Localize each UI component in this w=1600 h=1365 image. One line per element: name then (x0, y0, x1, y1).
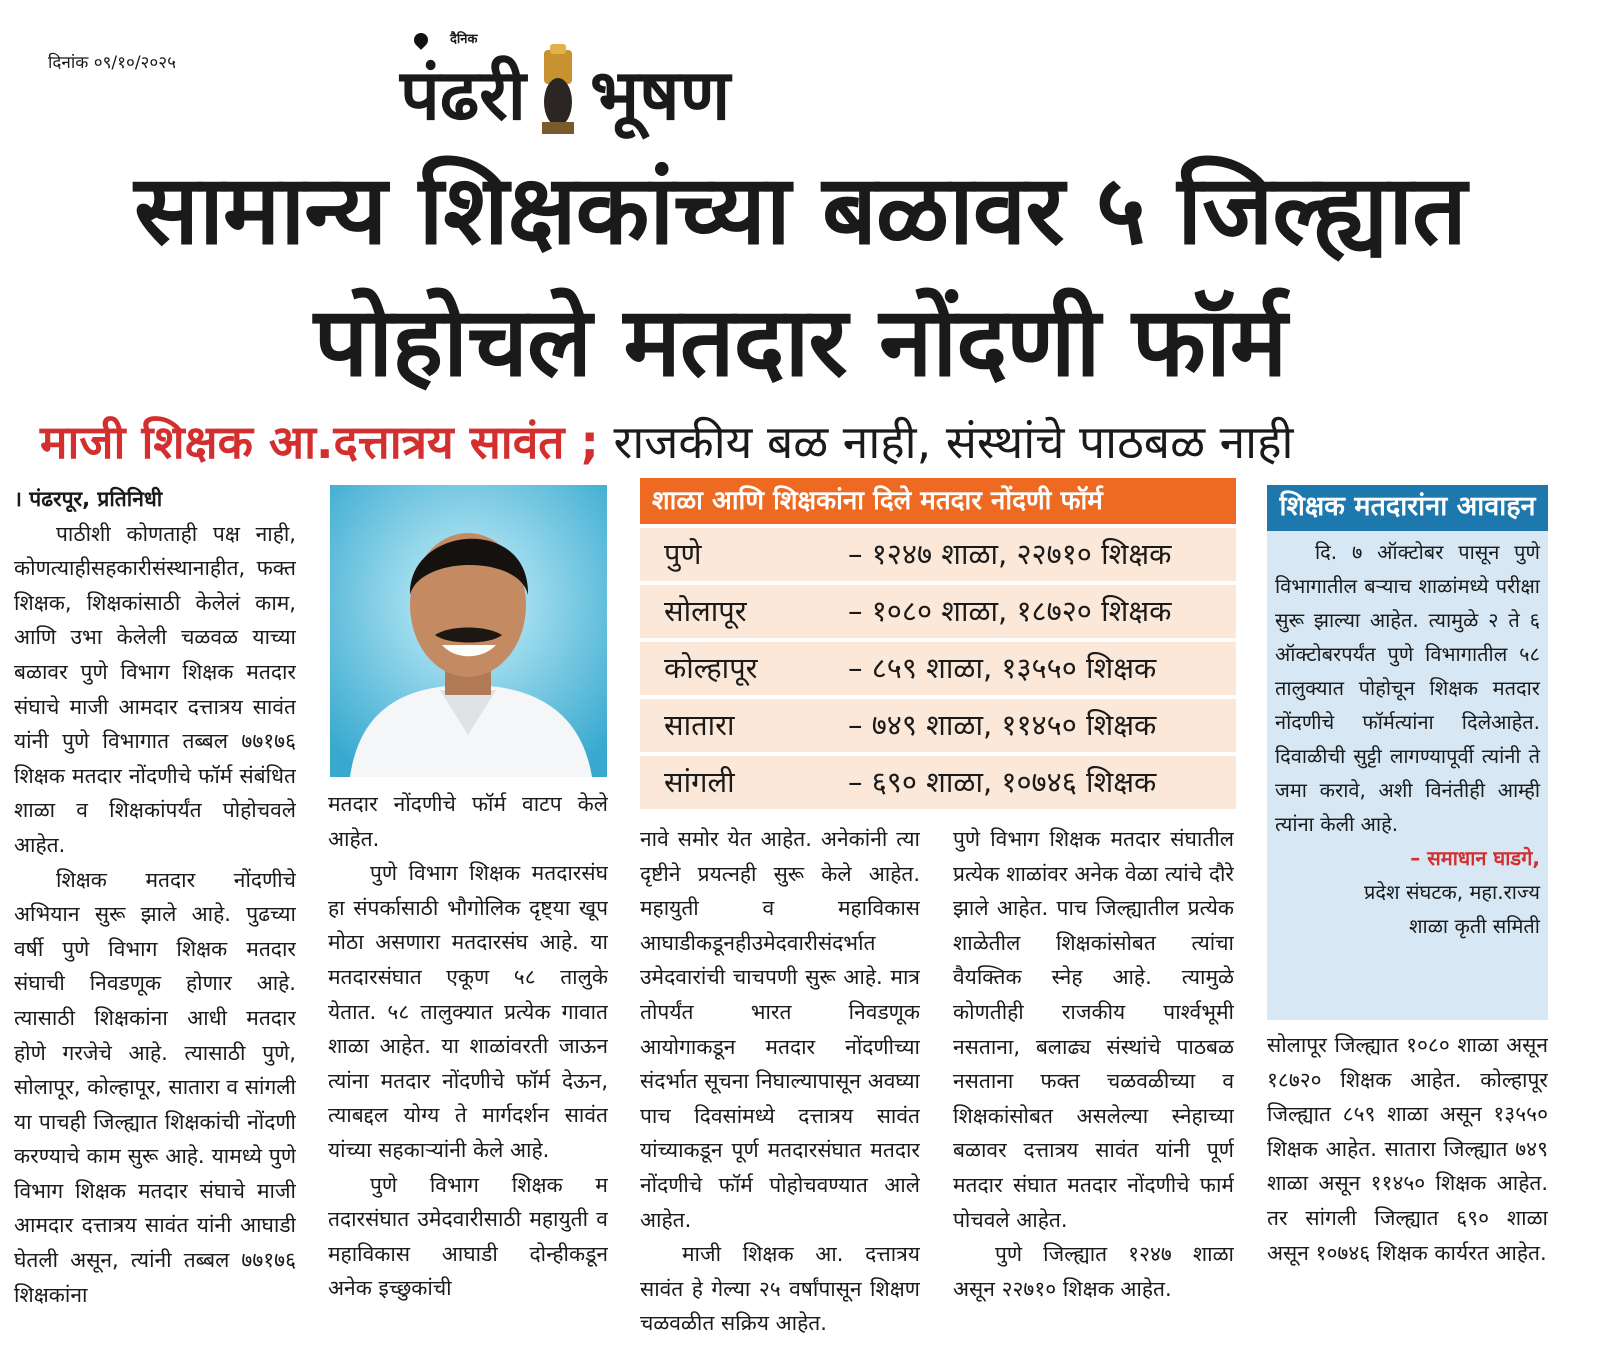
district-value: – ६९० शाळा, १०७४६ शिक्षक (848, 765, 1157, 799)
district-value: – १०८० शाळा, १८७२० शिक्षक (848, 594, 1172, 628)
paragraph: पुणे जिल्ह्यात १२४७ शाळा असून २२७१० शिक्षक आहेत. (953, 1242, 1234, 1301)
district-name: सोलापूर (664, 594, 747, 628)
paragraph: मतदार नोंदणीचे फॉर्म वाटप केले आहेत. (328, 792, 608, 851)
dateline: । पंढरपूर, प्रतिनिधी (14, 487, 163, 511)
table-row (640, 528, 1236, 581)
district-name: कोल्हापूर (664, 651, 758, 685)
paragraph: पाठीशी कोणताही पक्ष नाही, कोणत्याहीसहकारीसंस्थानाहीत, फक्त शिक्षक, शिक्षकांसाठी केलेलं काम, आणि उभा केलेली चळवळ याच्या बळावर पुणे विभाग शिक्षक मतदार संघाचे माजी आमदार दत्तात्रय सावंत यांनी पुणे विभागात तब्बल ७७१७६ शिक्षक मतदार नोंदणीचे फॉर्म संबंधित शाळा व शिक्षकांपर्यंत पोहोचवले आहेत. (14, 521, 296, 857)
masthead-left-word: पंढरी (400, 54, 526, 136)
publication-date: दिनांक ०९/१०/२०२५ (48, 53, 176, 73)
newspaper-masthead (400, 24, 730, 140)
district-value: – १२४७ शाळा, २२७१० शिक्षक (848, 537, 1172, 571)
appeal-body (1267, 531, 1548, 841)
table-row (640, 756, 1236, 809)
paragraph: पुणे विभाग शिक्षक मतदारसंघ हा संपर्कासाठी भौगोलिक दृष्ट्या खूप मोठा असणारा मतदारसंघ आहे. या मतदारसंघात एकूण ५८ तालुके येतात. ५८ तालुक्यात प्रत्येक गावात शाळा आहेत. या शाळांवरती जाऊन त्यांना मतदार नोंदणीचे फॉर्म देऊन, त्याबद्दल योग्य ते मार्गदर्शन सावंत यांच्या सहकाऱ्यांनी केले आहे. (328, 861, 608, 1162)
subheadline-name: माजी शिक्षक आ.दत्तात्रय सावंत ; (40, 415, 599, 469)
table-row (640, 642, 1236, 695)
article-column-4 (953, 822, 1234, 1342)
table-title: शाळा आणि शिक्षकांना दिले मतदार नोंदणी फॉर्म (640, 478, 1236, 524)
signature-designation: प्रदेश संघटक, महा.राज्य (1364, 880, 1540, 904)
article-column-1 (14, 482, 296, 1342)
article-column-2 (328, 787, 608, 1342)
appeal-sidebar-box (1267, 485, 1548, 1020)
district-value: – ७४९ शाळा, ११४५० शिक्षक (848, 708, 1157, 742)
signature-organization: शाळा कृती समिती (1408, 914, 1540, 938)
paragraph: नावे समोर येत आहेत. अनेकांनी त्या दृष्टीने प्रयत्नही सुरू केले आहेत. महायुती व महाविकास आघाडीकडूनहीउमेदवारीसंदर्भात उमेदवारांची चाचपणी सुरू आहे. मात्र तोपर्यंत भारत निवडणूक आयोगाकडून मतदार नोंदणीच्या संदर्भात सूचना निघाल्यापासून अवघ्या पाच दिवसांमध्ये दत्तात्रय सावंत यांच्याकडून पूर्ण मतदारसंघात मतदार नोंदणीचे फॉर्म पोहोचवण्यात आले आहेत. (640, 827, 920, 1232)
deity-idol-icon (536, 44, 580, 136)
masthead-small-label: दैनिक (450, 32, 478, 47)
headline-line-2: पोहोचले मतदार नोंदणी फॉर्म (313, 286, 1287, 398)
district-forms-table (640, 478, 1236, 809)
district-name: सांगली (664, 765, 735, 799)
paragraph: पुणे विभाग शिक्षक म तदारसंघात उमेदवारीसाठी महायुती व महाविकास आघाडी दोन्हीकडून अनेक इच्छुकांची (328, 1172, 608, 1301)
district-name: सातारा (664, 708, 735, 742)
paragraph: माजी शिक्षक आ. दत्तात्रय सावंत हे गेल्या २५ वर्षांपासून शिक्षण चळवळीत सक्रिय आहेत. (640, 1242, 920, 1336)
signature-name: – समाधान घाडगे, (1410, 846, 1540, 870)
table-row (640, 585, 1236, 638)
portrait-photo (330, 485, 607, 777)
paragraph: दि. ७ ऑक्टोबर पासून पुणे विभागातील बऱ्याच शाळांमध्ये परीक्षा सुरू झाल्या आहेत. त्यामुळे २ ते ६ ऑक्टोबरपर्यंत पुणे विभागातील ५८ तालुक्यात पोहोचून शिक्षक मतदार नोंदणीचे फॉर्मत्यांना दिलेआहेत. दिवाळीची सुट्टी लागण्यापूर्वी त्यांनी ते जमा करावे, अशी विनंतीही आम्ही त्यांना केली आहे. (1275, 540, 1540, 836)
subheadline-text: राजकीय बळ नाही, संस्थांचे पाठबळ नाही (598, 415, 1294, 469)
paragraph: शिक्षक मतदार नोंदणीचे अभियान सुरू झाले आहे. पुढच्या वर्षी पुणे विभाग शिक्षक मतदार संघाची निवडणूक होणार आहे. त्यासाठी शिक्षकांना आधी मतदार होणे गरजेचे आहे. त्यासाठी पुणे, सोलापूर, कोल्हापूर, सातारा व सांगली या पाचही जिल्ह्यात शिक्षकांची नोंदणी करण्याचे काम सुरू आहे. यामध्ये पुणे विभाग शिक्षक मतदार संघाचे माजी आमदार दत्तात्रय सावंत यांनी आघाडी घेतली असून, त्यांनी तब्बल ७७१७६ शिक्षकांना (14, 867, 296, 1307)
paragraph: पुणे विभाग शिक्षक मतदार संघातील प्रत्येक शाळांवर अनेक वेळा त्यांचे दौरे झाले आहेत. पाच जिल्ह्यातील प्रत्येक शाळेतील शिक्षकांसोबत त्यांचा वैयक्तिक स्नेह आहे. त्यामुळे कोणतीही राजकीय पार्श्वभूमी नसताना, बलाढ्य संस्थांचे पाठबळ नसताना फक्त चळवळीच्या व शिक्षकांसोबत असलेल्या स्नेहाच्या बळावर दत्तात्रय सावंत यांनी पूर्ण मतदार संघात मतदार नोंदणीचे फार्म पोचवले आहेत. (953, 827, 1234, 1232)
article-column-3 (640, 822, 920, 1342)
masthead-left-block (400, 30, 526, 140)
masthead-top-row (400, 30, 477, 50)
table-row (640, 699, 1236, 752)
appeal-title: शिक्षक मतदारांना आवाहन (1267, 485, 1548, 531)
district-value: – ८५९ शाळा, १३५५० शिक्षक (848, 651, 1157, 685)
headline-line-1: सामान्य शिक्षकांच्या बळावर ५ जिल्ह्यात (134, 154, 1466, 266)
district-name: पुणे (664, 537, 702, 571)
location-pin-icon (411, 30, 431, 50)
paragraph: सोलापूर जिल्ह्यात १०८० शाळा असून १८७२० शिक्षक आहेत. कोल्हापूर जिल्ह्यात ८५९ शाळा असून १३५५० शिक्षक आहेत. सातारा जिल्ह्यात ७४९ शाळा असून ११४५० शिक्षक आहेत. तर सांगली जिल्ह्यात ६९० शाळा असून १०७४६ शिक्षक कार्यरत आहेत. (1267, 1033, 1548, 1265)
subheadline (40, 410, 1540, 474)
article-column-5 (1267, 1028, 1548, 1343)
masthead-right-word: भूषण (589, 54, 731, 136)
